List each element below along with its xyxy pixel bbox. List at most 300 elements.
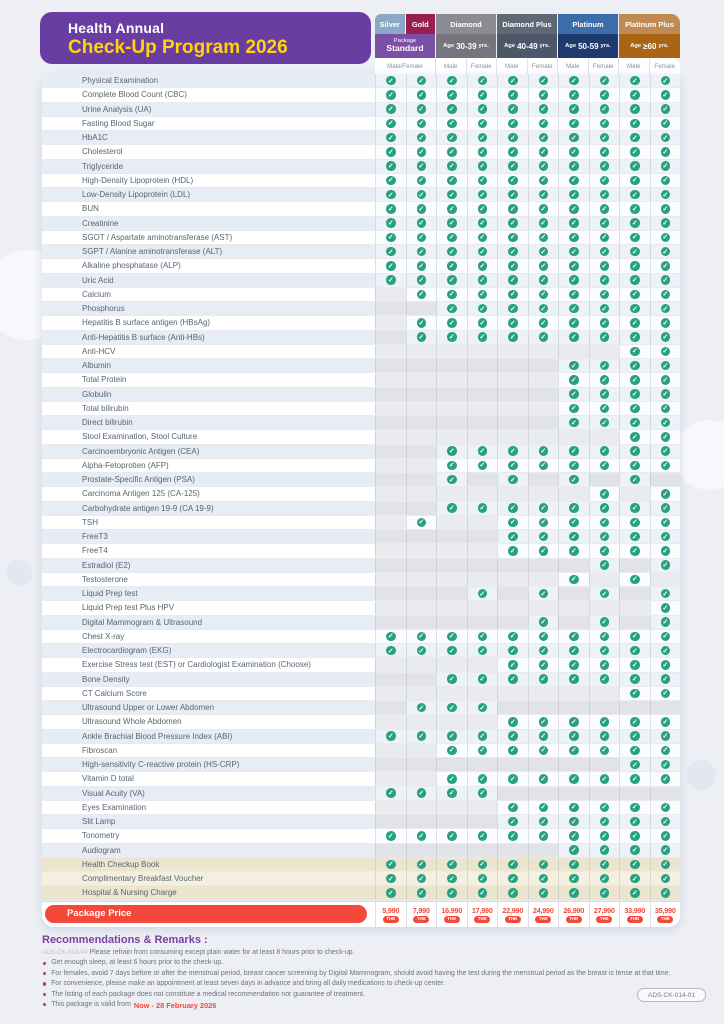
test-label: FreeT3 <box>42 530 375 543</box>
check-circle-icon <box>630 147 640 157</box>
test-row <box>42 402 680 416</box>
check-circle-icon <box>447 860 457 870</box>
check-circle-icon <box>630 233 640 243</box>
check-circle-icon <box>600 446 610 456</box>
check-circle-icon <box>478 646 488 656</box>
check-cell <box>497 644 528 657</box>
check-cell <box>619 815 650 828</box>
check-cell <box>497 274 528 287</box>
check-circle-icon <box>630 389 640 399</box>
check-circle-icon <box>569 133 579 143</box>
check-circle-icon <box>661 375 671 385</box>
check-circle-icon <box>447 332 457 342</box>
empty-cell <box>558 587 589 600</box>
check-circle-icon <box>539 803 549 813</box>
empty-cell <box>436 516 467 529</box>
check-circle-icon <box>630 218 640 228</box>
check-circle-icon <box>661 76 671 86</box>
check-cell <box>528 886 559 899</box>
check-cell <box>406 886 437 899</box>
test-row <box>42 516 680 530</box>
check-circle-icon <box>508 204 518 214</box>
test-row <box>42 416 680 430</box>
package-name-row <box>375 14 680 34</box>
check-cell <box>558 117 589 130</box>
check-cell <box>436 145 467 158</box>
test-row <box>42 74 680 88</box>
check-circle-icon <box>539 204 549 214</box>
check-cell <box>467 445 498 458</box>
check-circle-icon <box>630 332 640 342</box>
empty-cell <box>467 473 498 486</box>
check-cell <box>375 217 406 230</box>
remark-item <box>42 991 707 998</box>
check-circle-icon <box>630 204 640 214</box>
check-circle-icon <box>600 731 610 741</box>
check-circle-icon <box>539 76 549 86</box>
check-cell <box>650 559 681 572</box>
check-cell <box>650 673 681 686</box>
check-cell <box>406 274 437 287</box>
check-cell <box>589 616 620 629</box>
check-circle-icon <box>417 831 427 841</box>
check-circle-icon <box>386 190 396 200</box>
empty-cell <box>528 487 559 500</box>
empty-cell <box>528 758 559 771</box>
check-cell <box>558 131 589 144</box>
empty-cell <box>406 744 437 757</box>
check-cell <box>528 160 559 173</box>
check-cell <box>589 416 620 429</box>
check-cell <box>497 801 528 814</box>
check-cell <box>467 245 498 258</box>
check-circle-icon <box>661 332 671 342</box>
check-circle-icon <box>600 375 610 385</box>
check-cell <box>406 103 437 116</box>
check-circle-icon <box>661 204 671 214</box>
check-circle-icon <box>447 204 457 214</box>
check-circle-icon <box>630 304 640 314</box>
check-cell <box>650 730 681 743</box>
check-cell <box>589 288 620 301</box>
empty-cell <box>528 402 559 415</box>
check-cell <box>467 131 498 144</box>
check-cell <box>650 530 681 543</box>
check-circle-icon <box>600 304 610 314</box>
check-circle-icon <box>539 532 549 542</box>
check-cell <box>558 331 589 344</box>
check-cell <box>497 74 528 87</box>
check-cell <box>589 145 620 158</box>
check-cell <box>589 502 620 515</box>
check-cell <box>375 644 406 657</box>
check-circle-icon <box>508 746 518 756</box>
check-cell <box>589 259 620 272</box>
check-circle-icon <box>447 746 457 756</box>
check-circle-icon <box>447 233 457 243</box>
check-cell <box>619 459 650 472</box>
check-circle-icon <box>386 204 396 214</box>
test-label: SGPT / Alanine aminotransferase (ALT) <box>42 245 375 258</box>
check-circle-icon <box>661 432 671 442</box>
check-circle-icon <box>508 190 518 200</box>
test-label: Calcium <box>42 288 375 301</box>
empty-cell <box>436 601 467 614</box>
check-cell <box>497 544 528 557</box>
check-circle-icon <box>569 404 579 414</box>
check-circle-icon <box>569 731 579 741</box>
check-circle-icon <box>600 518 610 528</box>
test-row <box>42 274 680 288</box>
check-cell <box>467 145 498 158</box>
check-cell <box>436 644 467 657</box>
empty-cell <box>375 715 406 728</box>
currency-badge: THB <box>627 916 643 923</box>
check-cell <box>589 630 620 643</box>
empty-cell <box>467 687 498 700</box>
check-cell <box>497 160 528 173</box>
check-cell <box>528 274 559 287</box>
check-circle-icon <box>661 233 671 243</box>
check-cell <box>650 345 681 358</box>
check-circle-icon <box>600 318 610 328</box>
check-cell <box>528 744 559 757</box>
check-cell <box>619 730 650 743</box>
empty-cell <box>375 744 406 757</box>
price-value: 16,990 <box>441 905 463 915</box>
check-cell <box>558 801 589 814</box>
empty-cell <box>436 587 467 600</box>
check-cell <box>406 730 437 743</box>
age-prefix: Age <box>504 43 516 49</box>
check-cell <box>619 872 650 885</box>
check-circle-icon <box>569 646 579 656</box>
test-label: BUN <box>42 202 375 215</box>
test-label: FreeT4 <box>42 544 375 557</box>
test-label: Liquid Prep test <box>42 587 375 600</box>
empty-cell <box>497 373 528 386</box>
check-cell <box>589 445 620 458</box>
test-row <box>42 587 680 601</box>
check-circle-icon <box>630 803 640 813</box>
check-circle-icon <box>508 774 518 784</box>
check-cell <box>589 459 620 472</box>
check-cell <box>436 131 467 144</box>
check-circle-icon <box>630 845 640 855</box>
check-cell <box>467 886 498 899</box>
check-cell <box>436 872 467 885</box>
test-label: Liquid Prep test Plus HPV <box>42 601 375 614</box>
check-cell <box>619 160 650 173</box>
bullet-dot-icon <box>43 1003 46 1006</box>
check-cell <box>619 217 650 230</box>
check-cell <box>650 331 681 344</box>
check-cell <box>589 730 620 743</box>
check-cell <box>589 245 620 258</box>
check-cell <box>558 202 589 215</box>
check-circle-icon <box>630 731 640 741</box>
check-circle-icon <box>661 518 671 528</box>
check-circle-icon <box>386 860 396 870</box>
check-circle-icon <box>447 161 457 171</box>
package-gender-row <box>375 58 680 74</box>
check-cell <box>589 103 620 116</box>
test-label: Carbohydrate antigen 19-9 (CA 19-9) <box>42 502 375 515</box>
check-cell <box>467 701 498 714</box>
check-cell <box>619 758 650 771</box>
check-cell <box>558 302 589 315</box>
remarks-intro-text: Please refrain from consuming except plain water for at least 8 hours prior to check-up. <box>89 949 355 956</box>
check-cell <box>436 630 467 643</box>
check-circle-icon <box>569 76 579 86</box>
test-label: Carcinoma Antigen 125 (CA-125) <box>42 487 375 500</box>
price-cell <box>375 902 406 927</box>
check-circle-icon <box>630 475 640 485</box>
price-value: 27,990 <box>593 905 615 915</box>
check-cell <box>467 174 498 187</box>
check-circle-icon <box>417 860 427 870</box>
check-cell <box>467 117 498 130</box>
empty-cell <box>497 844 528 857</box>
check-circle-icon <box>600 461 610 471</box>
check-cell <box>558 316 589 329</box>
check-circle-icon <box>508 518 518 528</box>
check-circle-icon <box>600 803 610 813</box>
empty-cell <box>375 687 406 700</box>
bullet-dot-icon <box>43 982 46 985</box>
check-circle-icon <box>661 746 671 756</box>
check-cell <box>619 473 650 486</box>
check-cell <box>406 829 437 842</box>
check-cell <box>619 772 650 785</box>
check-circle-icon <box>661 275 671 285</box>
currency-badge: THB <box>505 916 521 923</box>
check-cell <box>650 302 681 315</box>
check-cell <box>375 74 406 87</box>
check-cell <box>436 174 467 187</box>
check-circle-icon <box>539 503 549 513</box>
check-circle-icon <box>661 119 671 129</box>
check-circle-icon <box>600 860 610 870</box>
check-circle-icon <box>417 261 427 271</box>
check-circle-icon <box>630 860 640 870</box>
check-cell <box>589 302 620 315</box>
empty-cell <box>406 844 437 857</box>
empty-cell <box>406 801 437 814</box>
check-circle-icon <box>630 432 640 442</box>
test-row <box>42 530 680 544</box>
check-circle-icon <box>569 475 579 485</box>
check-circle-icon <box>417 190 427 200</box>
check-cell <box>619 188 650 201</box>
check-cell <box>650 445 681 458</box>
check-cell <box>375 174 406 187</box>
test-row <box>42 616 680 630</box>
test-row <box>42 188 680 202</box>
check-circle-icon <box>569 746 579 756</box>
check-circle-icon <box>661 674 671 684</box>
empty-cell <box>406 445 437 458</box>
test-row <box>42 487 680 501</box>
empty-cell <box>375 373 406 386</box>
check-circle-icon <box>630 717 640 727</box>
check-circle-icon <box>417 119 427 129</box>
age-range: 30-39 <box>456 41 477 51</box>
check-cell <box>619 145 650 158</box>
check-circle-icon <box>478 888 488 898</box>
test-row <box>42 673 680 687</box>
check-cell <box>619 573 650 586</box>
check-circle-icon <box>478 176 488 186</box>
check-cell <box>406 117 437 130</box>
check-circle-icon <box>508 660 518 670</box>
check-cell <box>589 231 620 244</box>
check-circle-icon <box>417 76 427 86</box>
empty-cell <box>375 430 406 443</box>
check-cell <box>375 630 406 643</box>
check-circle-icon <box>661 831 671 841</box>
empty-cell <box>375 616 406 629</box>
price-value: 33,990 <box>624 905 646 915</box>
age-header-platinum <box>558 34 619 58</box>
check-cell <box>650 217 681 230</box>
empty-cell <box>436 801 467 814</box>
check-cell <box>497 715 528 728</box>
empty-cell <box>467 402 498 415</box>
empty-cell <box>467 801 498 814</box>
empty-cell <box>467 559 498 572</box>
check-cell <box>619 886 650 899</box>
check-cell <box>619 274 650 287</box>
check-cell <box>436 445 467 458</box>
check-cell <box>558 88 589 101</box>
check-cell <box>467 502 498 515</box>
check-cell <box>589 673 620 686</box>
check-cell <box>558 103 589 116</box>
check-cell <box>528 516 559 529</box>
check-cell <box>619 687 650 700</box>
check-circle-icon <box>569 632 579 642</box>
check-cell <box>650 459 681 472</box>
empty-cell <box>589 430 620 443</box>
check-cell <box>467 744 498 757</box>
check-cell <box>467 288 498 301</box>
package-header-platinum-plus: Platinum Plus <box>619 14 680 34</box>
check-circle-icon <box>447 218 457 228</box>
check-cell <box>375 145 406 158</box>
check-circle-icon <box>600 204 610 214</box>
check-cell <box>528 131 559 144</box>
check-circle-icon <box>508 247 518 257</box>
check-cell <box>619 858 650 871</box>
check-circle-icon <box>478 247 488 257</box>
check-cell <box>436 787 467 800</box>
remark-text: For females, avoid 7 days before or after the menstrual period, breast cancer screening by Digital Mammogram, should avoid having the test during the menstrual period as the breast is tense at that time. <box>51 969 671 977</box>
check-circle-icon <box>661 361 671 371</box>
test-label: Ankle Brachial Blood Pressure Index (ABI) <box>42 730 375 743</box>
empty-cell <box>406 772 437 785</box>
check-circle-icon <box>600 888 610 898</box>
check-cell <box>406 188 437 201</box>
check-circle-icon <box>539 133 549 143</box>
check-circle-icon <box>417 147 427 157</box>
check-circle-icon <box>661 290 671 300</box>
check-circle-icon <box>661 161 671 171</box>
check-cell <box>650 388 681 401</box>
check-cell <box>375 886 406 899</box>
empty-cell <box>528 701 559 714</box>
check-circle-icon <box>447 674 457 684</box>
check-circle-icon <box>508 731 518 741</box>
check-cell <box>406 872 437 885</box>
check-cell <box>497 288 528 301</box>
check-circle-icon <box>630 290 640 300</box>
test-label: Phosphorus <box>42 302 375 315</box>
check-cell <box>558 644 589 657</box>
test-row <box>42 430 680 444</box>
empty-cell <box>406 487 437 500</box>
check-circle-icon <box>661 503 671 513</box>
check-cell <box>375 829 406 842</box>
age-header-platinum-plus <box>619 34 680 58</box>
check-cell <box>528 673 559 686</box>
check-cell <box>650 601 681 614</box>
check-cell <box>558 544 589 557</box>
check-cell <box>406 131 437 144</box>
test-row <box>42 815 680 829</box>
check-circle-icon <box>417 290 427 300</box>
test-label: Eyes Examination <box>42 801 375 814</box>
check-cell <box>619 544 650 557</box>
check-circle-icon <box>386 632 396 642</box>
remarks-section <box>42 934 707 1013</box>
check-circle-icon <box>569 318 579 328</box>
check-circle-icon <box>630 190 640 200</box>
empty-cell <box>375 701 406 714</box>
empty-cell <box>619 601 650 614</box>
check-cell <box>558 473 589 486</box>
check-circle-icon <box>569 803 579 813</box>
check-circle-icon <box>508 860 518 870</box>
test-label: CT Calcium Score <box>42 687 375 700</box>
check-circle-icon <box>478 318 488 328</box>
check-circle-icon <box>661 817 671 827</box>
check-cell <box>558 844 589 857</box>
check-cell <box>406 245 437 258</box>
check-cell <box>589 174 620 187</box>
price-cell <box>619 902 650 927</box>
check-cell <box>558 359 589 372</box>
test-row <box>42 174 680 188</box>
check-cell <box>650 88 681 101</box>
check-circle-icon <box>447 446 457 456</box>
test-label: Slit Lamp <box>42 815 375 828</box>
empty-cell <box>497 787 528 800</box>
empty-cell <box>497 559 528 572</box>
empty-cell <box>406 573 437 586</box>
check-circle-icon <box>600 404 610 414</box>
age-suffix: yrs. <box>658 43 669 49</box>
check-circle-icon <box>539 632 549 642</box>
check-circle-icon <box>478 703 488 713</box>
check-circle-icon <box>569 888 579 898</box>
check-circle-icon <box>600 717 610 727</box>
check-circle-icon <box>508 817 518 827</box>
check-cell <box>558 145 589 158</box>
check-circle-icon <box>386 261 396 271</box>
check-circle-icon <box>417 247 427 257</box>
empty-cell <box>467 345 498 358</box>
